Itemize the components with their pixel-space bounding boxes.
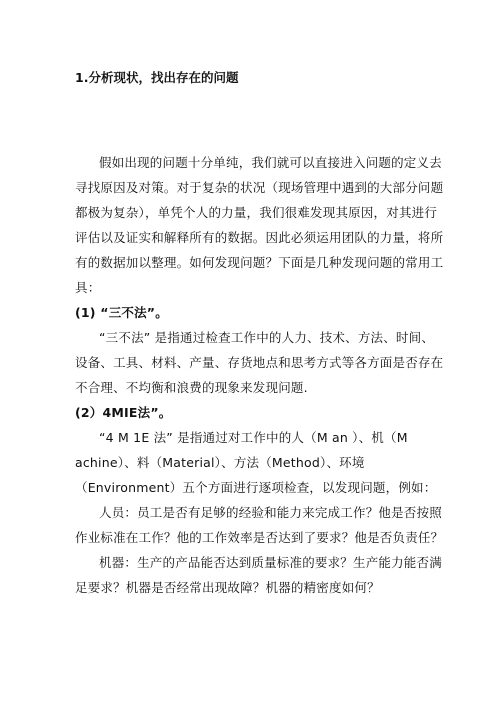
machine-line: 足要求？机器是否经常出现故障？机器的精密度如何？ [75,580,380,595]
method1-line: “三不法” 是指通过检查工作中的人力、技术、方法、时间、 [99,330,435,345]
method2-line: “4 M 1E 法” 是指通过对工作中的人（M an ）、机（M [99,430,408,445]
machine-line: 机器：生产的产品能否达到质量标准的要求？生产能力能否满 [99,555,442,570]
intro-line: 假如出现的问题十分单纯，我们就可以直接进入问题的定义去 [99,155,442,170]
method2-title: (2）4MIE法”。 [75,405,172,420]
method2-line: achine）、料（Material）、方法（Method）、环境 [75,455,365,470]
intro-line: 评估以及证实和解释所有的数据。因此必须运用团队的力量，将所 [75,230,444,245]
people-line: 人员：员工是否有足够的经验和能力来完成工作？他是否按照 [99,505,442,520]
section-title: 1.分析现状，找出存在的问题 [75,70,239,85]
intro-line: 有的数据加以整理。如何发现问题？下面是几种发现问题的常用工 [75,255,444,270]
intro-line: 寻找原因及对策。对于复杂的状况（现场管理中遇到的大部分问题 [75,180,444,195]
method2-line: （Environment）五个方面进行逐项检查，以发现问题，例如： [75,480,437,495]
people-line: 作业标准在工作？他的工作效率是否达到了要求？他是否负责任？ [75,530,444,545]
intro-line: 都极为复杂），单凭个人的力量，我们很难发现其原因，对其进行 [75,205,438,220]
method1-line: 设备、工具、材料、产量、存货地点和思考方式等各方面是否存在 [75,355,444,370]
method1-title: (1) “三不法”。 [75,305,168,320]
method1-line: 不合理、不均衡和浪费的现象来发现问题. [75,380,308,395]
intro-line: 具： [75,280,101,295]
